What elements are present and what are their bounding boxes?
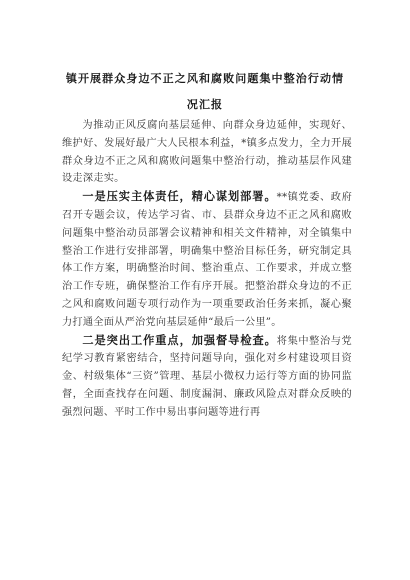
document-body	[62, 117, 352, 422]
document-title: 镇开展群众身边不正之风和腐败问题集中整治行动情况汇报	[65, 72, 345, 111]
section-one-text: **镇党委、政府召开专题会议，传达学习省、市、县群众身边不正之风和腐败问题集中整治动员部署会议精神和相关文件精神，对全镇集中整治工作进行安排部署，明确集中整治目标任务，研究制定具体工作方案，明确整治时间、整治重点、工作要求，并成立整治工作专班，确保整治工作有序开展。把整治群众身边的不正之风和腐败问题专项行动作为一项重要政治任务来抓，凝心聚力打通全面从严治党向基层延伸“最后一公里”。	[62, 192, 353, 328]
intro-paragraph-text: 为推动正风反腐向基层延伸、向群众身边延伸，实现好、维护好、发展好最广大人民根本利益，*镇多点发力，全力开展群众身边不正之风和腐败问题集中整治行动，推动基层作风建设走深走实。	[62, 120, 352, 185]
section-one-heading: 一是压实主体责任，精心谋划部署。	[82, 190, 277, 204]
section-two-paragraph	[62, 332, 352, 422]
intro-paragraph	[62, 117, 352, 188]
section-two-heading: 二是突出工作重点，加强督导检查。	[82, 333, 277, 347]
section-two-text: 将集中整治与党纪学习教育紧密结合，坚持问题导向，强化对乡村建设项目资金、村级集体“三资”管理、基层小微权力运行等方面的协同监督，全面查找存在问题、制度漏洞、廉政风险点对群众反映的强烈问题、平时工作中易出事问题等进行再	[62, 335, 352, 418]
section-one-paragraph	[62, 188, 352, 331]
